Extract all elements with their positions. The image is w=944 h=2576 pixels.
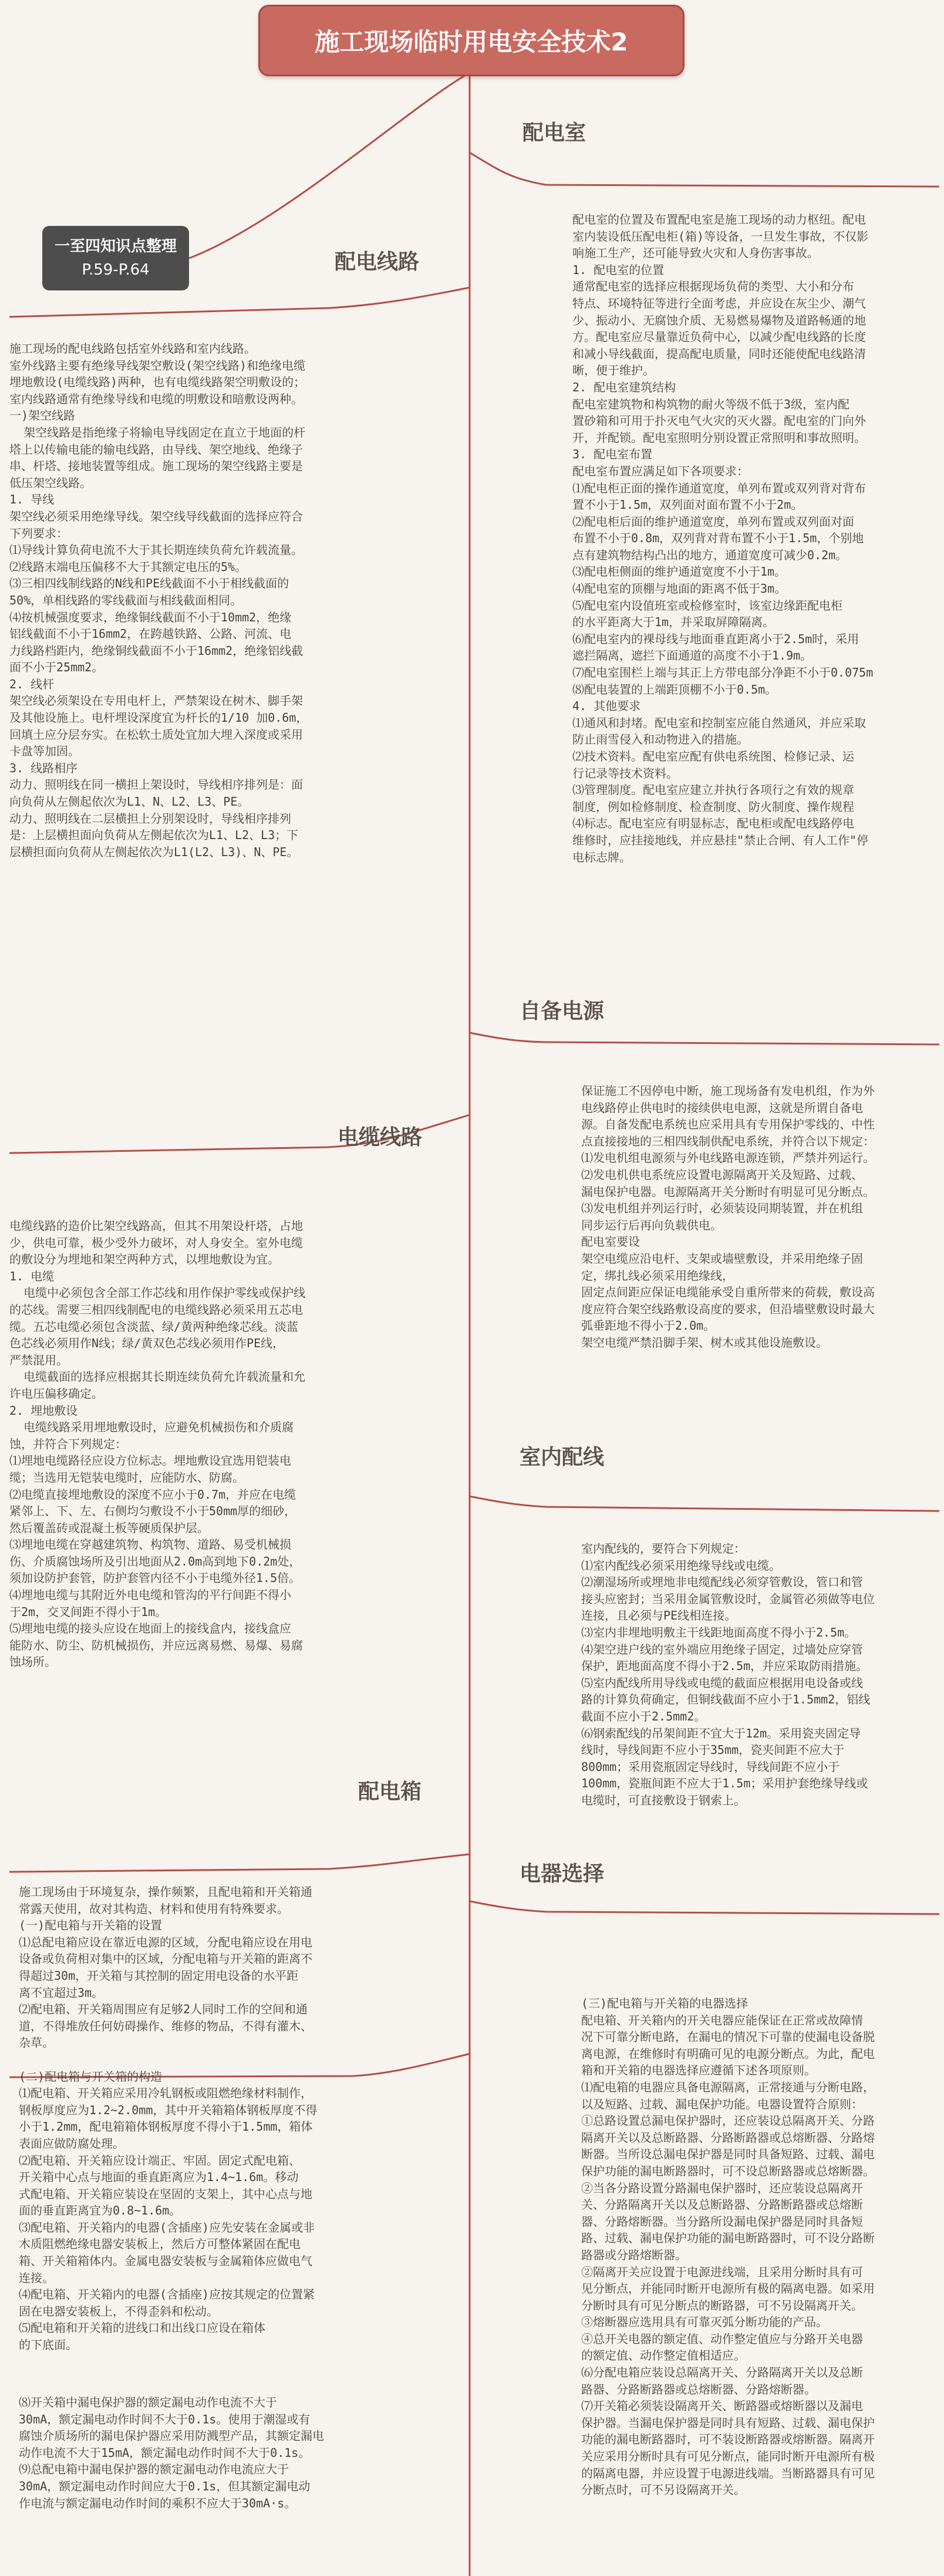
note-pds: 配电室的位置及布置配电室是施工现场的动力枢纽。配电 室内装设低压配电柜(箱)等设备，一旦发生事故，不仅影 响施工生产，还可能导致火灾和人身伤害事故。 1. 配电室的位置 通常配电室的选择应根据现场负荷的类型、大小和分布 特点、环境特征等进行全面考虑，并应设在灰尘少、潮气 少、振动小、无腐蚀介质、无易燃易爆物及道路畅通的地 方。配电室应尽量靠近负荷中心，以减少配电线路的长度 和减小导线截面，提高配电质量，同时还能使配电线路清 晰，便于维护。 2. 配电室建筑结构 配电室建筑物和构筑物的耐火等级不低于3级，室内配 置砂箱和可用于扑灭电气火灾的灭火器。配电室的门向外 开，并配锁。配电室照明分别设置正常照明和事故照明。 3. 配电室布置 配电室布置应满足如下各项要求： ⑴配电柜正面的操作通道宽度，单列布置或双列背对背布 置不小于1.5m，双列面对面布置不小于2m。 ⑵配电柜后面的维护通道宽度，单列布置或双列面对面 布置不小于0.8m，双列背对背布置不小于1.5m，个别地 点有建筑物结构凸出的地方，通道宽度可减少0.2m。 ⑶配电柜侧面的维护通道宽度不小于1m。 ⑷配电室的顶棚与地面的距离不低于3m。 ⑸配电室内设值班室或检修室时，该室边缘距配电柜 的水平距离大于1m，并采取屏障隔离。 ⑹配电室内的裸母线与地面垂直距离小于2.5m时，采用 遮拦隔离，遮拦下面通道的高度不小于1.9m。 ⑺配电室围栏上端与其正上方带电部分净距不小于0.075m ⑻配电装置的上端距顶棚不小于0.5m。 4. 其他要求 ⑴通风和封堵。配电室和控制室应能自然通风，并应采取 防止雨雪侵入和动物进入的措施。 ⑵技术资料。配电室应配有供电系统图、检修记录、运 行记录等技术资料。 ⑶管理制度。配电室应建立并执行各项行之有效的规章 制度，例如检修制度、检查制度、防火制度、操作规程 ⑷标志。配电室应有明显标志，配电柜或配电线路停电 维修时，应挂接地线，并应悬挂"禁止合闸、有人工作"停 电标志牌。 [572, 212, 874, 864]
note-pdx: 施工现场由于环境复杂，操作频繁，且配电箱和开关箱通 常露天使用，故对其构造、材料和使用有特殊要求。 (一)配电箱与开关箱的设置 ⑴总配电箱应设在靠近电源的区域，分配电箱应设在用电 设备或负荷相对集中的区域，分配电箱与开关箱的距离不 得超过30m，开关箱与其控制的固定用电设备的水平距 离不宜超过3m。 ⑵配电箱、开关箱周围应有足够2人同时工作的空间和通 道，不得堆放任何妨碍操作、维修的物品，不得有灌木、 杂草。 (二)配电箱与开关箱的构造 ⑴配电箱、开关箱应采用冷轧钢板或阻燃绝缘材料制作， 钢板厚度应为1.2~2.0mm，其中开关箱箱体钢板厚度不得 小于1.2mm，配电箱箱体钢板厚度不得小于1.5mm，箱体 表面应做防腐处理。 ⑵配电箱、开关箱应设计端正、牢固。固定式配电箱、 开关箱中心点与地面的垂直距离应为1.4~1.6m。移动 式配电箱、开关箱应装设在坚固的支架上，其中心点与地 面的垂直距离宜为0.8~1.6m。 ⑶配电箱、开关箱内的电器(含插座)应先安装在金属或非 木质阻燃绝缘电器安装板上，然后方可整体紧固在配电 箱、开关箱箱体内。金属电器安装板与金属箱体应做电气 连接。 ⑷配电箱、开关箱内的电器(含插座)应按其规定的位置紧 固在电器安装板上，不得歪斜和松动。 ⑸配电箱和开关箱的进线口和出线口应设在箱体 的下底面。 [19, 1885, 318, 2352]
tag-line2: P.59-P.64 [82, 261, 150, 279]
note-pdx2: ⑻开关箱中漏电保护器的额定漏电动作电流不大于 30mA，额定漏电动作时间不大于0.1s。使用于潮湿或有 腐蚀介质场所的漏电保护器应采用防溅型产品，其额定漏电 动作电流不大于15mA，额定漏电动作时间不大于0.1s。 ⑼总配电箱中漏电保护器的额定漏电动作电流应大于 30mA，额定漏电动作时间应大于0.1s，但其额定漏电动 作电流与额定漏电动作时间的乘积不应大于30mA·s。 [19, 2395, 324, 2510]
topic-pdx: 配电箱 [358, 1780, 422, 1804]
branch-pdxl [9, 288, 470, 317]
branch-zbdy [470, 1033, 939, 1044]
topic-dlxl: 电缆线路 [338, 1125, 423, 1150]
branch-snpx [470, 1496, 939, 1511]
tag-line1: 一至四知识点整理 [54, 238, 177, 255]
branch-pdx [9, 1854, 470, 1872]
title: 施工现场临时用电安全技术2 [258, 5, 685, 76]
topic-snpx: 室内配线 [520, 1445, 605, 1469]
branch-dqxz [470, 1901, 939, 1914]
note-snpx: 室内配线的，要符合下列规定： ⑴室内配线必须采用绝缘导线或电缆。 ⑵潮湿场所或埋地非电缆配线必须穿管敷设，管口和管 接头应密封；当采用金属管敷设时，金属管必须做等电位 连接，且必须与PE线相连接。 ⑶室内非埋地明敷主干线距地面高度不得小于2.5m。 ⑷架空进户线的室外端应用绝缘子固定，过墙处应穿管 保护，距地面高度不得小于2.5m，并应采取防雨措施。 ⑸室内配线所用导线或电缆的截面应根据用电设备或线 路的计算负荷确定，但铜线截面不应小于1.5mm2，铝线 截面不应小于2.5mm2。 ⑹钢索配线的吊架间距不宜大于12m。采用瓷夹固定导 线时，导线间距不应小于35mm，瓷夹间距不应大于 800mm；采用瓷瓶固定导线时，导线间距不应小于 100mm，瓷瓶间距不应大于1.5m；采用护套绝缘导线或 电缆时，可直接敷设于钢索上。 [581, 1541, 875, 1807]
branch-pds [470, 153, 939, 187]
topic-pdxl: 配电线路 [335, 250, 420, 274]
topic-dqxz: 电器选择 [520, 1862, 605, 1886]
note-dlxl: 电缆线路的造价比架空线路高，但其不用架设杆塔，占地 少，供电可靠，极少受外力破坏，对人身安全。室外电缆 的敷设分为埋地和架空两种方式，以埋地敷设为宜。 1. 电缆 电缆中必须包含全部工作芯线和用作保护零线或保护线 的芯线。需要三相四线制配电的电缆线路必须采用五芯电 缆。五芯电缆必须包含淡蓝、绿/黄两种绝缘芯线。淡蓝 色芯线必须用作N线；绿/黄双色芯线必须用作PE线， 严禁混用。 电缆截面的选择应根据其长期连续负荷允许载流量和允 许电压偏移确定。 2. 埋地敷设 电缆线路采用埋地敷设时，应避免机械损伤和介质腐 蚀，并符合下列规定： ⑴埋地电缆路径应设方位标志。埋地敷设宜选用铠装电 缆；当选用无铠装电缆时，应能防水、防腐。 ⑵电缆直接埋地敷设的深度不应小于0.7m，并应在电缆 紧邻上、下、左、右侧均匀敷设不小于50mm厚的细砂， 然后覆盖砖或混凝土板等硬质保护层。 ⑶埋地电缆在穿越建筑物、构筑物、道路、易受机械损 伤、介质腐蚀场所及引出地面从2.0m高到地下0.2m处， 须加设防护套管，防护套管内径不小于电缆外径1.5倍。 ⑷埋地电缆与其附近外电电缆和管沟的平行间距不得小 于2m，交叉间距不得小于1m。 ⑸埋地电缆的接头应设在地面上的接线盒内，接线盒应 能防水、防尘、防机械损伤，并应远离易燃、易爆、易腐 蚀场所。 [9, 1219, 306, 1669]
note-zbdy: 保证施工不因停电中断，施工现场备有发电机组，作为外 电线路停止供电时的接续供电电源，这就是所谓自备电 源。自备发配电系统也应采用具有专用保护零线的、中性 点直接接地的三相四线制供配电系统，并符合以下规定： ⑴发电机组电源须与外电线路电源连锁，严禁并列运行。 ⑵发电机供电系统应设置电源隔离开关及短路、过载、 漏电保护电器。电源隔离开关分断时有明显可见分断点。 ⑶发电机组并列运行时，必须装设同期装置，并在机组 同步运行后再向负载供电。 配电室要设 架空电缆应沿电杆、支架或墙壁敷设，并采用绝缘子固 定，绑扎线必须采用绝缘线， 固定点间距应保证电缆能承受自重所带来的荷载，敷设高 度应符合架空线路敷设高度的要求，但沿墙壁敷设时最大 弧垂距地不得小于2.0m。 架空电缆严禁沿脚手架、树木或其他设施敷设。 [581, 1084, 875, 1350]
page-reference-tag [42, 226, 189, 290]
note-dqxz: (三)配电箱与开关箱的电器选择 配电箱、开关箱内的开关电器应能保证在正常或故障情 况下可靠分断电路，在漏电的情况下可靠的使漏电设备脱 离电源，在维修时有明确可见的电源分断点。为此，配电 箱和开关箱的电器选择应遵循下述各项原则。 ⑴配电箱的电器应具备电源隔离，正常接通与分断电路， 以及短路、过载、漏电保护功能。电器设置符合原则： ①总路设置总漏电保护器时，还应装设总隔离开关、分路 隔离开关以及总断路器、分路断路器或总熔断器、分路熔 断器。当所设总漏电保护器是同时具备短路、过载、漏电 保护功能的漏电断路器时，可不设总断路器或总熔断器。 ②当各分路设置分路漏电保护器时，还应装设总隔离开 关、分路隔离开关以及总断路器、分路断路器或总熔断 器、分路熔断器。当分路所设漏电保护器是同时具备短 路、过载、漏电保护功能的漏电断路器时，可不设分路断 路器或分路熔断器。 ②隔离开关应设置于电源进线端，且采用分断时具有可 见分断点，并能同时断开电源所有极的隔离电器。如采用 分断时具有可见分断点的断路器，可不另设隔离开关。 ③熔断器应选用具有可靠灭弧分断功能的产品。 ④总开关电器的额定值、动作整定值应与分路开关电器 的额定值、动作整定值相适应。 ⑹分配电箱应装设总隔离开关、分路隔离开关以及总断 路器、分路断路器或总熔断器、分路熔断器。 ⑺开关箱必须装设隔离开关、断路器或熔断器以及漏电 保护器。当漏电保护器是同时具有短路、过载、漏电保护 功能的漏电断路器时，可不装设断路器或熔断器。隔离开 关应采用分断时具有可见分断点，能同时断开电源所有极 的隔离电器，并应设置于电源进线端。当断路器具有可见 分断点时，可不另设隔离开关。 [581, 1996, 875, 2497]
note-pdxl: 施工现场的配电线路包括室外线路和室内线路。 室外线路主要有绝缘导线架空敷设(架空线路)和绝缘电缆 埋地敷设(电缆线路)两种，也有电缆线路架空明敷设的； 室内线路通常有绝缘导线和电缆的明敷设和暗敷设两种。 一)架空线路 架空线路是指绝缘子将输电导线固定在直立于地面的杆 塔上以传输电能的输电线路，由导线、架空地线、绝缘子 串、杆塔、接地装置等组成。施工现场的架空线路主要是 低压架空线路。 1. 导线 架空线必须采用绝缘导线。架空线导线截面的选择应符合 下列要求： ⑴导线计算负荷电流不大于其长期连续负荷允许载流量。 ⑵线路末端电压偏移不大于其额定电压的5%。 ⑶三相四线制线路的N线和PE线截面不小于相线截面的 50%，单相线路的零线截面与相线截面相同。 ⑷按机械强度要求，绝缘铜线截面不小于10mm2，绝缘 铝线截面不小于16mm2，在跨越铁路、公路、河流、电 力线路档距内，绝缘铜线截面不小于16mm2，绝缘铝线截 面不小于25mm2。 2. 线杆 架空线必须架设在专用电杆上，严禁架设在树木、脚手架 及其他设施上。电杆埋设深度宜为杆长的1/10 加0.6m， 回填土应分层夯实。在松软土质处宜加大埋入深度或采用 卡盘等加固。 3. 线路相序 动力、照明线在同一横担上架设时，导线相序排列是：面 向负荷从左侧起依次为L1、N、L2、L3、PE。 动力、照明线在二层横担上分别架设时，导线相序排列 是：上层横担面向负荷从左侧起依次为L1、L2、L3；下 层横担面向负荷从左侧起依次为L1(L2、L3)、N、PE。 [9, 342, 308, 859]
topic-zbdy: 自备电源 [520, 999, 605, 1023]
topic-pds: 配电室 [522, 121, 586, 145]
tag-link [189, 73, 470, 258]
